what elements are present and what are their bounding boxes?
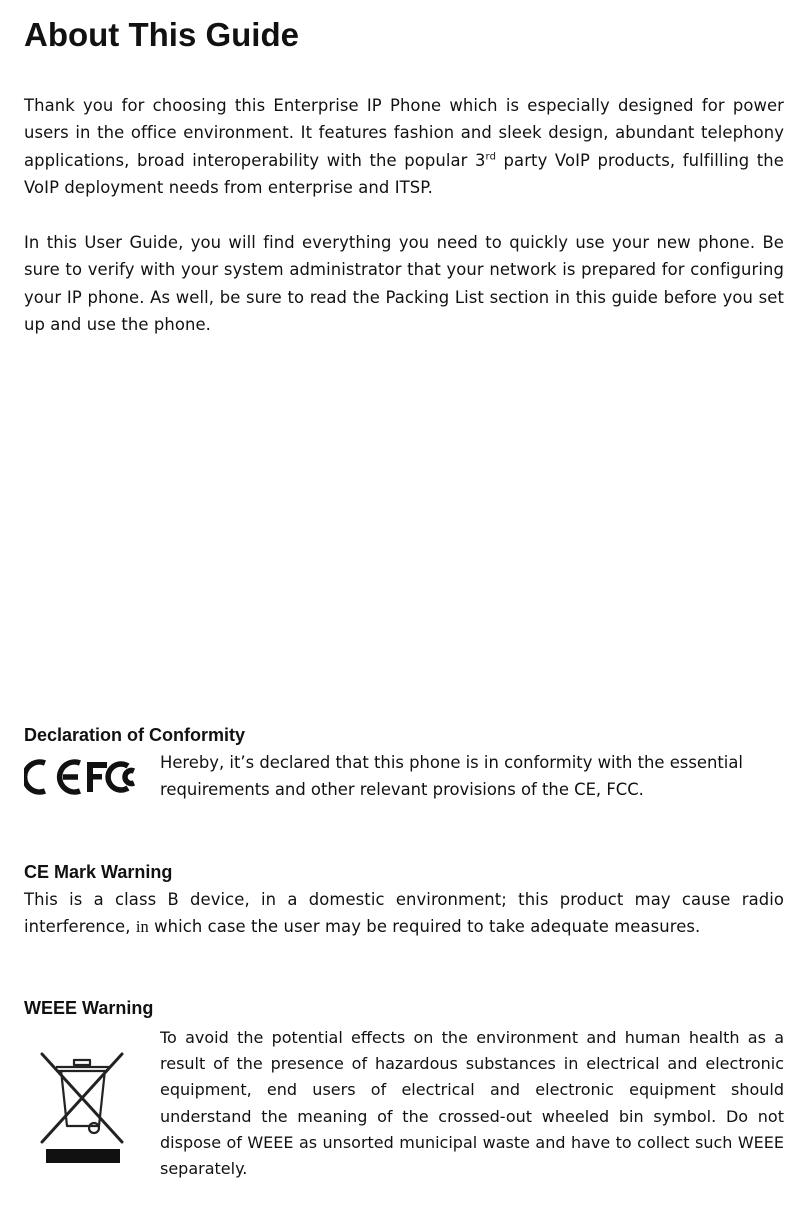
intro-paragraph-2: In this User Guide, you will find everything you need to quickly use your new phone. Be sure to verify with your system administrator that your network is prepared for configuring your IP phone. As well, be sure to read the Packing List section in this guide before you set up and use the phone.: [24, 233, 784, 335]
ordinal-superscript: rd: [485, 151, 497, 163]
declaration-heading: Declaration of Conformity: [24, 725, 246, 745]
bin-underline-bar: [46, 1149, 120, 1163]
ce-warning-text: [24, 886, 784, 941]
ce-c-glyph: [25, 762, 45, 792]
declaration-text: Hereby, it’s declared that this phone is in conformity with the essential requirements and other relevant provisions of the CE, FCC.: [160, 753, 743, 800]
fcc-c-inner: [125, 771, 134, 784]
crossed-out-wheeled-bin-icon: [38, 1046, 128, 1168]
bin-handle: [74, 1060, 90, 1065]
intro-p1-text-end: party VoIP products, fulfilling the VoIP deployment needs from enterprise and ITSP.: [24, 150, 784, 198]
weee-text: To avoid the potential effects on the environment and human health as a result of the presence of hazardous substances in electrical and electronic equipment, end users of electrical and electronic equipment should understand the meaning of the crossed-out wheeled bin symbol. Do not dispose of WEEE as unsorted municipal waste and have to collect such WEEE separately.: [160, 1028, 784, 1179]
page-title: About This Guide: [24, 16, 299, 53]
intro-p1-text: Thank you for choosing this Enterprise IP Phone which is especially designed for power users in the office environment. It features fashion and sleek design, abundant telephony applications, broad interoperability with the popular 3: [24, 96, 784, 170]
bin-wheel: [89, 1123, 99, 1133]
weee-heading: WEEE Warning: [24, 998, 154, 1018]
intro-paragraph-1: [24, 92, 784, 202]
ce-warning-text-start: This is a class B device, in a domestic environment; this product may cause radio interference,: [24, 890, 784, 937]
ce-warning-heading: CE Mark Warning: [24, 862, 173, 882]
ce-fcc-logo: [24, 757, 140, 797]
fcc-f-middle: [87, 774, 102, 780]
ce-warning-text-end: which case the user may be required to take adequate measures.: [148, 917, 701, 937]
fcc-f-top: [87, 762, 107, 768]
ce-warning-in: in: [135, 917, 149, 937]
